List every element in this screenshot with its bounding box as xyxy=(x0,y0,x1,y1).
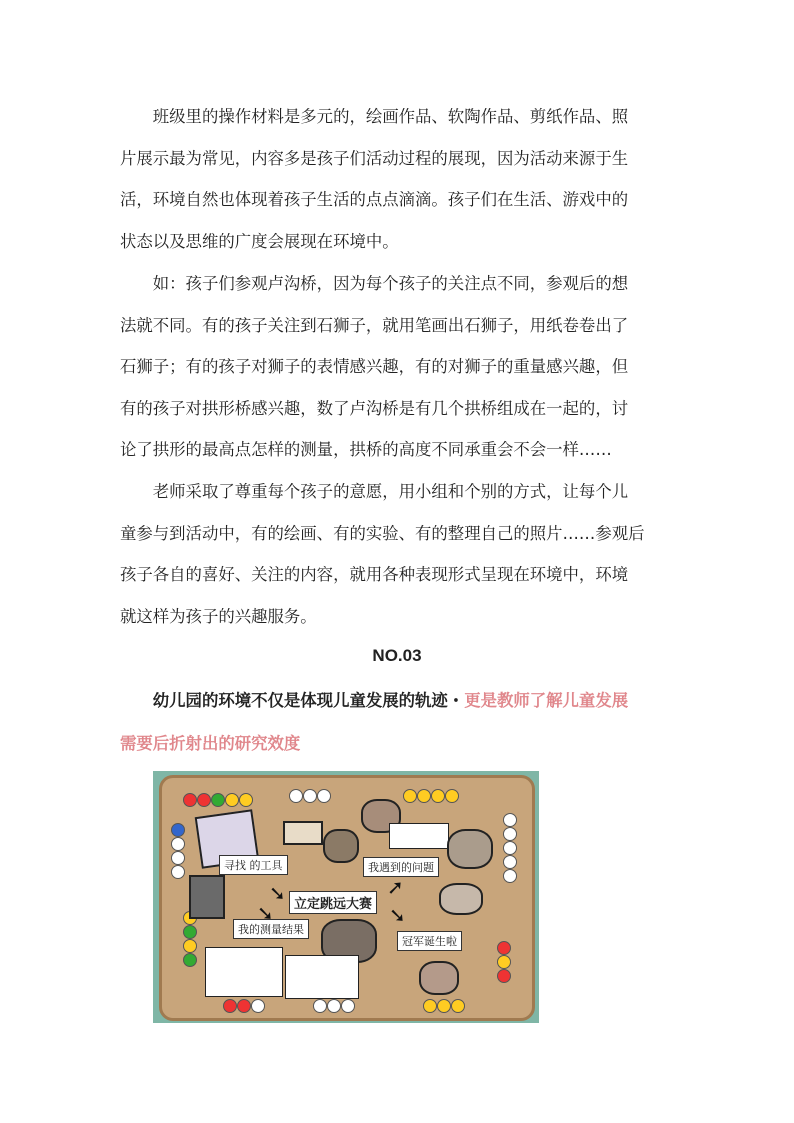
bottle-cap xyxy=(417,789,431,803)
bottle-cap xyxy=(237,999,251,1013)
bottle-cap xyxy=(171,851,185,865)
arrow-icon: ➚ xyxy=(387,875,404,899)
subtitle-black-text: 幼儿园的环境不仅是体现儿童发展的轨迹・ xyxy=(120,691,465,710)
bottle-cap xyxy=(183,953,197,967)
subtitle-pink-text-2: 需要后折射出的研究效度 xyxy=(120,734,301,753)
section-subtitle xyxy=(120,679,680,765)
bottle-cap xyxy=(197,793,211,807)
bottle-cap xyxy=(445,789,459,803)
bottle-cap xyxy=(171,865,185,879)
bottle-cap xyxy=(341,999,355,1013)
paragraph-line: 论了拱形的最高点怎样的测量，拱桥的高度不同承重会不会一样…… xyxy=(120,440,612,460)
bottle-cap xyxy=(503,869,517,883)
bottle-cap xyxy=(503,841,517,855)
bottle-cap xyxy=(303,789,317,803)
bottle-cap xyxy=(403,789,417,803)
paragraph-line: 孩子各自的喜好、关注的内容，就用各种表现形式呈现在环境中，环境 xyxy=(120,565,629,585)
bottle-cap xyxy=(503,827,517,841)
paragraph-line: 如：孩子们参观卢沟桥，因为每个孩子的关注点不同，参观后的想 xyxy=(120,274,629,293)
paragraph-3 xyxy=(120,471,676,637)
board-label-tools: 寻找 的工具 xyxy=(219,855,288,875)
bottle-cap xyxy=(497,955,511,969)
bottle-cap xyxy=(225,793,239,807)
bottle-cap xyxy=(497,941,511,955)
bottle-cap xyxy=(183,925,197,939)
paragraph-line: 法就不同。有的孩子关注到石狮子，就用笔画出石狮子，用纸卷卷出了 xyxy=(120,315,629,335)
section-number: NO.03 xyxy=(372,646,422,665)
bottle-cap xyxy=(437,999,451,1013)
bottle-cap xyxy=(451,999,465,1013)
arrow-icon: ➘ xyxy=(257,901,274,925)
bottle-cap xyxy=(211,793,225,807)
board-photo xyxy=(323,829,359,863)
bottle-cap xyxy=(289,789,303,803)
board-photo xyxy=(283,821,323,845)
arrow-icon: ➘ xyxy=(269,881,286,905)
bottle-cap xyxy=(503,813,517,827)
board-photo xyxy=(389,823,449,849)
bottle-cap xyxy=(327,999,341,1013)
bottle-cap xyxy=(223,999,237,1013)
bottle-cap xyxy=(183,793,197,807)
bottle-cap xyxy=(317,789,331,803)
bulletin-board-photo xyxy=(153,771,539,1023)
paragraph-line: 石狮子；有的孩子对狮子的表情感兴趣，有的对狮子的重量感兴趣，但 xyxy=(120,357,629,377)
board-photo xyxy=(439,883,483,915)
board-photo xyxy=(419,961,459,995)
paragraph-line: 班级里的操作材料是多元的，绘画作品、软陶作品、剪纸作品、照 xyxy=(120,107,629,126)
arrow-icon: ➘ xyxy=(389,903,406,927)
paragraph-2 xyxy=(120,263,676,471)
paragraph-line: 有的孩子对拱形桥感兴趣，数了卢沟桥是有几个拱桥组成在一起的，讨 xyxy=(120,398,629,418)
board-label-title: 立定跳远大赛 xyxy=(289,891,377,914)
board-photo xyxy=(205,947,283,997)
bottle-cap xyxy=(313,999,327,1013)
board-photo xyxy=(447,829,493,869)
bottle-cap xyxy=(171,823,185,837)
subtitle-pink-text-1: 更是教师了解儿童发展 xyxy=(464,691,629,710)
bottle-cap xyxy=(423,999,437,1013)
paragraph-line: 活，环境自然也体现着孩子生活的点点滴滴。孩子们在生活、游戏中的 xyxy=(120,190,629,210)
bottle-cap xyxy=(503,855,517,869)
paragraph-line: 状态以及思维的广度会展现在环境中。 xyxy=(120,231,399,251)
bottle-cap xyxy=(251,999,265,1013)
bottle-cap xyxy=(183,939,197,953)
paragraph-line: 童参与到活动中，有的绘画、有的实验、有的整理自己的照片……参观后 xyxy=(120,523,645,543)
bottle-cap xyxy=(171,837,185,851)
board-label-problems: 我遇到的问题 xyxy=(363,857,439,877)
board-photo xyxy=(189,875,225,919)
board-label-champion: 冠军诞生啦 xyxy=(397,931,462,951)
paragraph-line: 老师采取了尊重每个孩子的意愿，用小组和个别的方式，让每个儿 xyxy=(120,482,629,501)
bottle-cap xyxy=(497,969,511,983)
bottle-cap xyxy=(239,793,253,807)
board-label-results: 我的测量结果 xyxy=(233,919,309,939)
board-photo xyxy=(285,955,359,999)
paragraph-line: 片展示最为常见，内容多是孩子们活动过程的展现，因为活动来源于生 xyxy=(120,148,629,168)
bottle-cap xyxy=(431,789,445,803)
paragraph-line: 就这样为孩子的兴趣服务。 xyxy=(120,606,317,626)
paragraph-1 xyxy=(120,96,676,262)
